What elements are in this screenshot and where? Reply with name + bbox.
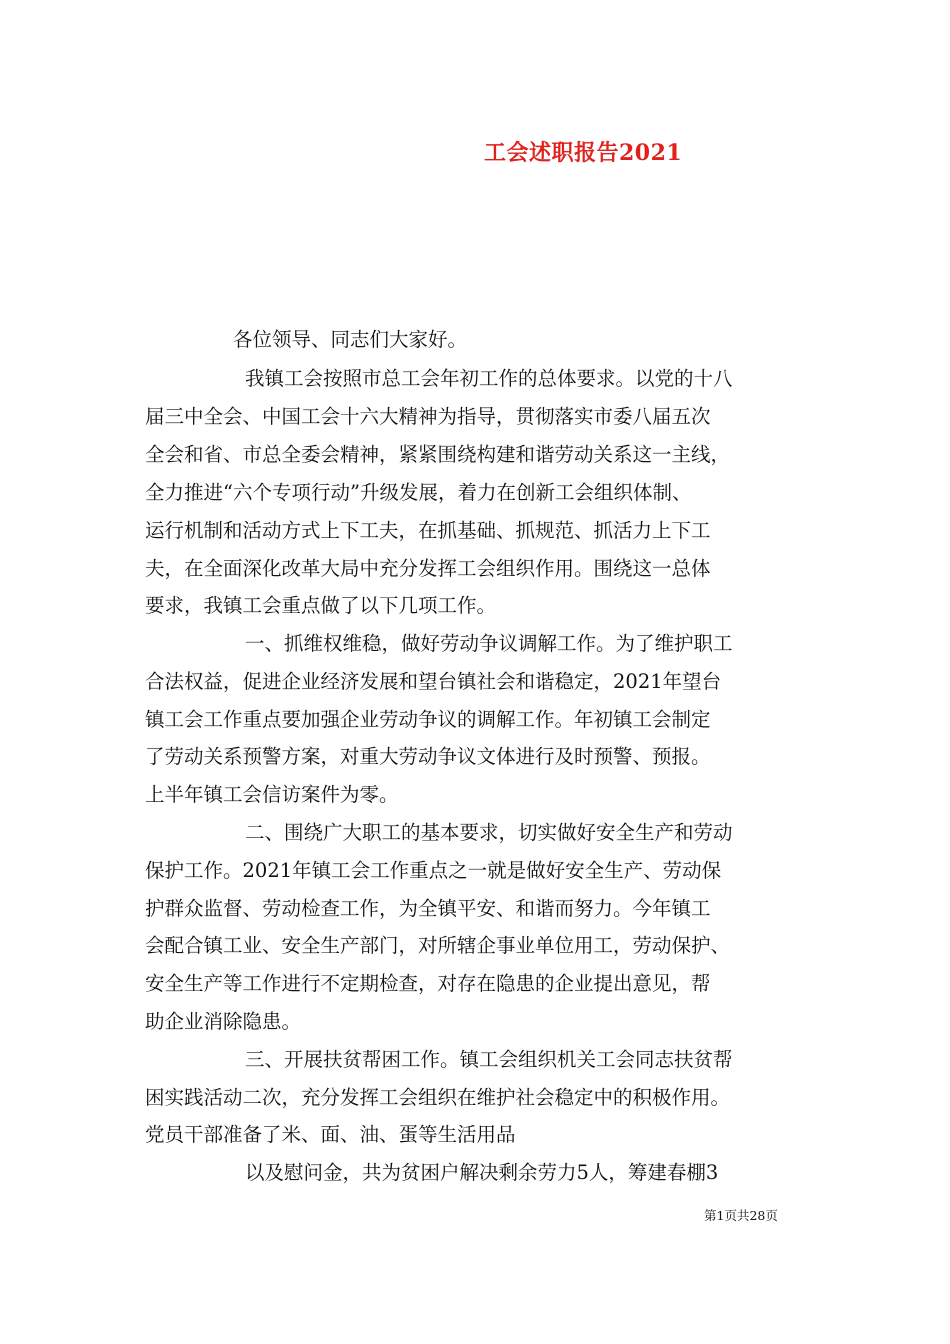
- text-line: 以及慰问金，共为贫困户解决剩余劳力5人，筹建春棚3: [245, 1161, 719, 1184]
- document-title: 工会述职报告2021: [484, 140, 683, 166]
- text-line: 全会和省、市总全委会精神，紧紧围绕构建和谐劳动关系这一主线，: [145, 443, 731, 466]
- text-line: 二、围绕广大职工的基本要求，切实做好安全生产和劳动: [245, 821, 733, 844]
- text-line: 了劳动关系预警方案，对重大劳动争议文体进行及时预警、预报。: [145, 745, 711, 768]
- text-line: 安全生产等工作进行不定期检查，对存在隐患的企业提出意见，帮: [145, 972, 711, 995]
- text-line: 护群众监督、劳动检查工作，为全镇平安、和谐而努力。今年镇工: [145, 897, 711, 920]
- text-line: 上半年镇工会信访案件为零。: [145, 783, 399, 806]
- text-line: 助企业消除隐患。: [145, 1010, 302, 1033]
- text-line: 要求，我镇工会重点做了以下几项工作。: [145, 594, 497, 617]
- text-line: 各位领导、同志们大家好。: [233, 328, 468, 351]
- text-line: 党员干部准备了米、面、油、蛋等生活用品: [145, 1123, 516, 1146]
- text-line: 三、开展扶贫帮困工作。镇工会组织机关工会同志扶贫帮: [245, 1048, 733, 1071]
- text-line: 我镇工会按照市总工会年初工作的总体要求。以党的十八: [245, 367, 733, 390]
- text-line: 镇工会工作重点要加强企业劳动争议的调解工作。年初镇工会制定: [145, 708, 711, 731]
- page-footer: 第1页共28页: [704, 1208, 778, 1223]
- text-line: 运行机制和活动方式上下工夫，在抓基础、抓规范、抓活力上下工: [145, 519, 711, 542]
- text-line: 一、抓维权维稳，做好劳动争议调解工作。为了维护职工: [245, 632, 733, 655]
- text-line: 夫，在全面深化改革大局中充分发挥工会组织作用。围绕这一总体: [145, 557, 711, 580]
- text-line: 困实践活动二次，充分发挥工会组织在维护社会稳定中的积极作用。: [145, 1086, 731, 1109]
- text-line: 保护工作。2021年镇工会工作重点之一就是做好安全生产、劳动保: [145, 859, 722, 882]
- text-line: 全力推进“六个专项行动”升级发展，着力在创新工会组织体制、: [145, 481, 692, 504]
- text-line: 会配合镇工业、安全生产部门，对所辖企事业单位用工，劳动保护、: [145, 934, 731, 957]
- text-line: 合法权益，促进企业经济发展和望台镇社会和谐稳定，2021年望台: [145, 670, 722, 693]
- text-line: 届三中全会、中国工会十六大精神为指导，贯彻落实市委八届五次: [145, 405, 711, 428]
